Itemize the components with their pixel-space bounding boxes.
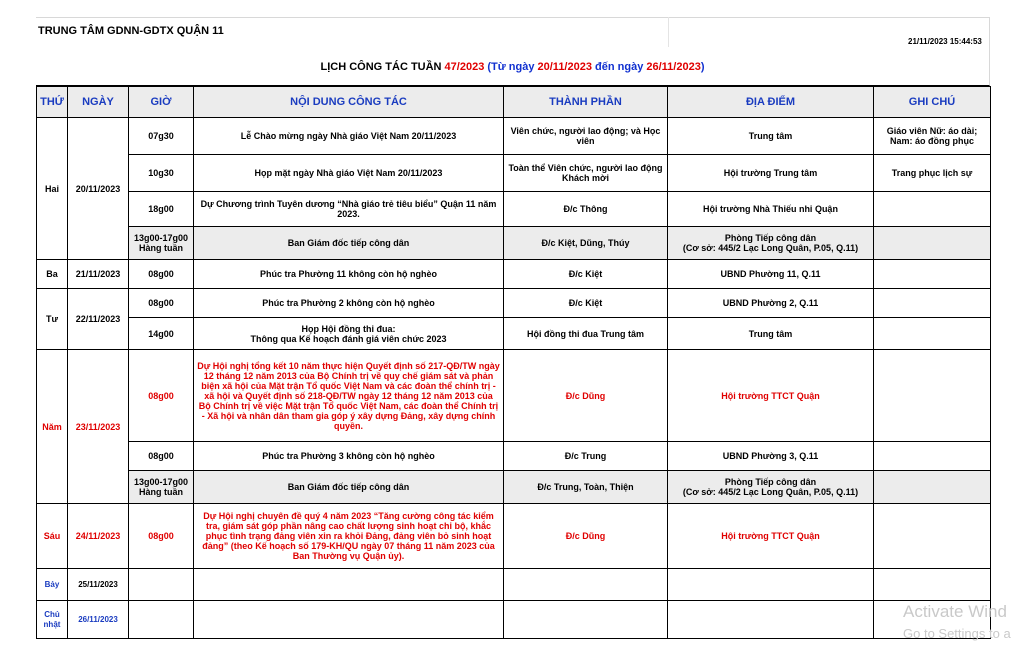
note-cell <box>874 569 991 601</box>
time-cell: 08g00 <box>129 504 194 569</box>
place-address: (Cơ sở: 445/2 Lạc Long Quân, P.05, Q.11) <box>682 487 859 497</box>
content-line: Họp Hội đồng thi đua: <box>301 323 396 334</box>
place-cell: Hội trường TTCT Quận <box>668 504 874 569</box>
col-content: NỘI DUNG CÔNG TÁC <box>194 87 504 118</box>
time-cell: 18g00 <box>129 192 194 227</box>
day-name: Tư <box>37 289 68 350</box>
day-name: Chủ nhật <box>37 601 68 639</box>
members-cell: Đ/c Dũng <box>504 504 668 569</box>
members-cell: Đ/c Trung <box>504 442 668 471</box>
day-date: 26/11/2023 <box>68 601 129 639</box>
time-cell: 08g00 <box>129 289 194 318</box>
title-row <box>36 47 990 86</box>
time-cell: 07g30 <box>129 118 194 155</box>
table-row <box>37 289 991 318</box>
note-cell: Trang phục lịch sự <box>874 155 991 192</box>
place-cell: Hội trường TTCT Quận <box>668 350 874 442</box>
note-cell <box>874 471 991 504</box>
table-row <box>37 350 991 442</box>
day-name: Năm <box>37 350 68 504</box>
members-cell: Viên chức, người lao động; và Học viên <box>504 118 668 155</box>
table-row <box>37 155 991 192</box>
table-row <box>37 442 991 471</box>
title-prefix: LỊCH CÔNG TÁC TUẦN <box>320 61 445 73</box>
time-cell: 13g00-17g00 Hàng tuần <box>129 471 194 504</box>
place-line: Phòng Tiếp công dân <box>724 233 817 243</box>
table-row <box>37 504 991 569</box>
place-cell: Trung tâm <box>668 318 874 350</box>
place-cell: UBND Phường 2, Q.11 <box>668 289 874 318</box>
place-line: Phòng Tiếp công dân <box>724 477 817 487</box>
place-address: (Cơ sở: 445/2 Lạc Long Quân, P.05, Q.11) <box>682 243 859 253</box>
header-divider <box>668 17 669 47</box>
column-header-row <box>37 87 991 118</box>
time-cell: 13g00-17g00 Hàng tuần <box>129 227 194 260</box>
day-date: 20/11/2023 <box>68 118 129 260</box>
members-cell: Toàn thể Viên chức, người lao động Khách mời <box>504 155 668 192</box>
from-date: 20/11/2023 <box>537 61 592 73</box>
content-cell: Dự Hội nghị tổng kết 10 năm thực hiện Quyết định số 217-QĐ/TW ngày 12 tháng 12 năm 2013 của Bộ Chính trị về quy chế giám sát và phản biện xã hội của Mặt trận Tổ quốc Việt Nam và các đoàn thể chính trị - xã hội và Quyết định số 218-QĐ/TW ngày 12 tháng 12 năm 2013 của Bộ Chính trị về việc Mặt trận Tổ quốc Việt Nam, các đoàn thể Chính trị - Xã hội và nhân dân tham gia góp ý xây dựng Đảng, xây dựng chính quyền. <box>194 350 504 442</box>
content-cell: Dự Hội nghị chuyên đề quý 4 năm 2023 “Tăng cường công tác kiểm tra, giám sát góp phần nâng cao chất lượng sinh hoạt chi bộ, khắc phục tình trạng đảng viên xin ra khỏi Đảng, đảng viên bỏ sinh hoạt đảng” (theo Kế hoạch số 179-KH/QU ngày 07 tháng 11 năm 2023 của Ban Thường vụ Quận ủy). <box>194 504 504 569</box>
range-mid: đến ngày <box>591 61 647 73</box>
members-cell <box>504 601 668 639</box>
activation-watermark-hint: Go to Settings to a <box>903 626 1011 641</box>
day-date: 25/11/2023 <box>68 569 129 601</box>
time-cell: 14g00 <box>129 318 194 350</box>
schedule-title <box>36 61 989 73</box>
place-cell: Trung tâm <box>668 118 874 155</box>
print-timestamp: 21/11/2023 15:44:53 <box>908 37 982 46</box>
week-number: 47/2023 <box>444 61 485 73</box>
content-cell: Họp mặt ngày Nhà giáo Việt Nam 20/11/2023 <box>194 155 504 192</box>
note-cell <box>874 442 991 471</box>
members-cell: Đ/c Kiệt <box>504 289 668 318</box>
col-day: THỨ <box>37 87 68 118</box>
table-row <box>37 192 991 227</box>
col-date: NGÀY <box>68 87 129 118</box>
time-cell <box>129 601 194 639</box>
time-cell: 10g30 <box>129 155 194 192</box>
members-cell: Đ/c Thông <box>504 192 668 227</box>
content-cell: Dự Chương trình Tuyên dương “Nhà giáo trẻ tiêu biểu” Quận 11 năm 2023. <box>194 192 504 227</box>
note-cell <box>874 260 991 289</box>
place-cell: UBND Phường 3, Q.11 <box>668 442 874 471</box>
activation-watermark-title: Activate Wind <box>903 602 1007 621</box>
day-date: 21/11/2023 <box>68 260 129 289</box>
time-cell <box>129 569 194 601</box>
col-note: GHI CHÚ <box>874 87 991 118</box>
table-row <box>37 569 991 601</box>
place-cell: Hội trường Trung tâm <box>668 155 874 192</box>
day-date: 24/11/2023 <box>68 504 129 569</box>
content-line-2: Thông qua Kế hoạch đánh giá viên chức 2023 <box>250 333 447 344</box>
members-cell: Đ/c Trung, Toàn, Thiện <box>504 471 668 504</box>
time-cell: 08g00 <box>129 350 194 442</box>
table-row <box>37 318 991 350</box>
content-cell: Ban Giám đốc tiếp công dân <box>194 227 504 260</box>
note-cell <box>874 289 991 318</box>
table-row <box>37 227 991 260</box>
place-cell <box>668 471 874 504</box>
place-cell <box>668 227 874 260</box>
content-cell <box>194 601 504 639</box>
col-place: ĐỊA ĐIỂM <box>668 87 874 118</box>
content-cell: Ban Giám đốc tiếp công dân <box>194 471 504 504</box>
schedule-table <box>36 86 991 639</box>
to-date: 26/11/2023 <box>646 61 701 73</box>
members-cell: Hội đồng thi đua Trung tâm <box>504 318 668 350</box>
organization-name: TRUNG TÂM GDNN-GDTX QUẬN 11 <box>38 25 224 37</box>
day-date: 22/11/2023 <box>68 289 129 350</box>
time-cell: 08g00 <box>129 442 194 471</box>
note-cell <box>874 227 991 260</box>
members-cell: Đ/c Dũng <box>504 350 668 442</box>
table-row <box>37 601 991 639</box>
members-cell <box>504 569 668 601</box>
note-cell <box>874 192 991 227</box>
content-cell <box>194 318 504 350</box>
place-cell <box>668 569 874 601</box>
day-name: Bảy <box>37 569 68 601</box>
note-cell: Giáo viên Nữ: áo dài; Nam: áo đồng phục <box>874 118 991 155</box>
table-row <box>37 260 991 289</box>
range-open: (Từ ngày <box>484 61 538 73</box>
day-name: Sáu <box>37 504 68 569</box>
content-cell: Lễ Chào mừng ngày Nhà giáo Việt Nam 20/11/2023 <box>194 118 504 155</box>
table-row <box>37 471 991 504</box>
note-cell <box>874 350 991 442</box>
content-cell: Phúc tra Phường 2 không còn hộ nghèo <box>194 289 504 318</box>
members-cell: Đ/c Kiệt <box>504 260 668 289</box>
day-date: 23/11/2023 <box>68 350 129 504</box>
table-row <box>37 118 991 155</box>
place-cell: Hội trường Nhà Thiếu nhi Quận <box>668 192 874 227</box>
place-cell: UBND Phường 11, Q.11 <box>668 260 874 289</box>
day-name: Hai <box>37 118 68 260</box>
note-cell <box>874 318 991 350</box>
members-cell: Đ/c Kiệt, Dũng, Thúy <box>504 227 668 260</box>
content-cell: Phúc tra Phường 3 không còn hộ nghèo <box>194 442 504 471</box>
note-cell <box>874 504 991 569</box>
content-cell <box>194 569 504 601</box>
place-cell <box>668 601 874 639</box>
content-cell: Phúc tra Phường 11 không còn hộ nghèo <box>194 260 504 289</box>
time-cell: 08g00 <box>129 260 194 289</box>
day-name: Ba <box>37 260 68 289</box>
col-members: THÀNH PHẦN <box>504 87 668 118</box>
col-time: GIỜ <box>129 87 194 118</box>
range-close: ) <box>700 61 705 73</box>
